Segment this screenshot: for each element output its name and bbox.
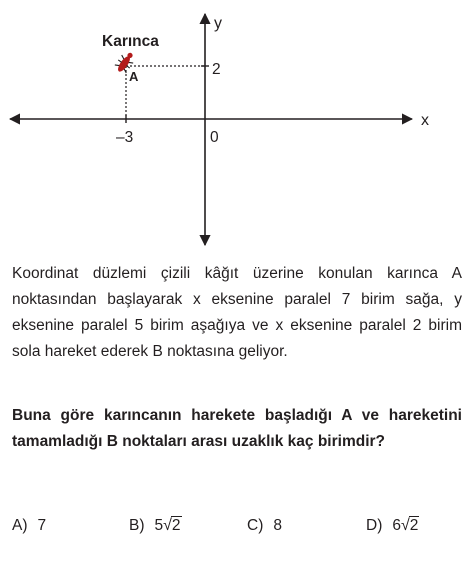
square-root: [401, 517, 419, 535]
coordinate-plane-figure: [0, 0, 475, 252]
radical-sign: √: [163, 517, 172, 534]
option-value: 8: [273, 517, 282, 534]
option-b[interactable]: [129, 517, 182, 535]
option-value: 7: [37, 517, 47, 534]
y-tick-label: 2: [212, 61, 221, 78]
question-stem: Koordinat düzlemi çizili kâğıt üzerine konulan karınca A noktasından başlayarak x eksenine paralel 7 birim sağa, y eksenine paralel 5 birim aşağıya ve x eksenine paralel 2 birim sola hareket ederek B noktasına geliyor.: [12, 265, 462, 360]
option-letter: D): [366, 517, 383, 534]
option-coefficient: 5: [154, 517, 164, 534]
square-root: [163, 517, 181, 535]
radical-sign: √: [400, 517, 410, 534]
question-prompt: Buna göre karıncanın harekete başladığı A ve hareketini tamamladığı B noktaları arası uzaklık kaç birimdir?: [12, 407, 462, 450]
option-d[interactable]: [366, 517, 419, 535]
option-c[interactable]: [247, 517, 282, 535]
ant-label: Karınca: [102, 33, 159, 50]
option-a[interactable]: [12, 517, 46, 535]
option-coefficient: 6: [392, 517, 401, 534]
option-letter: B): [129, 517, 145, 534]
option-letter: C): [247, 517, 264, 534]
radicand: 2: [409, 517, 419, 534]
y-axis-label: y: [214, 15, 222, 32]
option-letter: A): [12, 517, 28, 534]
point-a-label: A: [129, 69, 139, 84]
x-axis-label: x: [421, 112, 429, 129]
x-tick-label: –3: [116, 129, 134, 146]
radicand: 2: [171, 517, 181, 534]
origin-label: 0: [210, 129, 219, 146]
